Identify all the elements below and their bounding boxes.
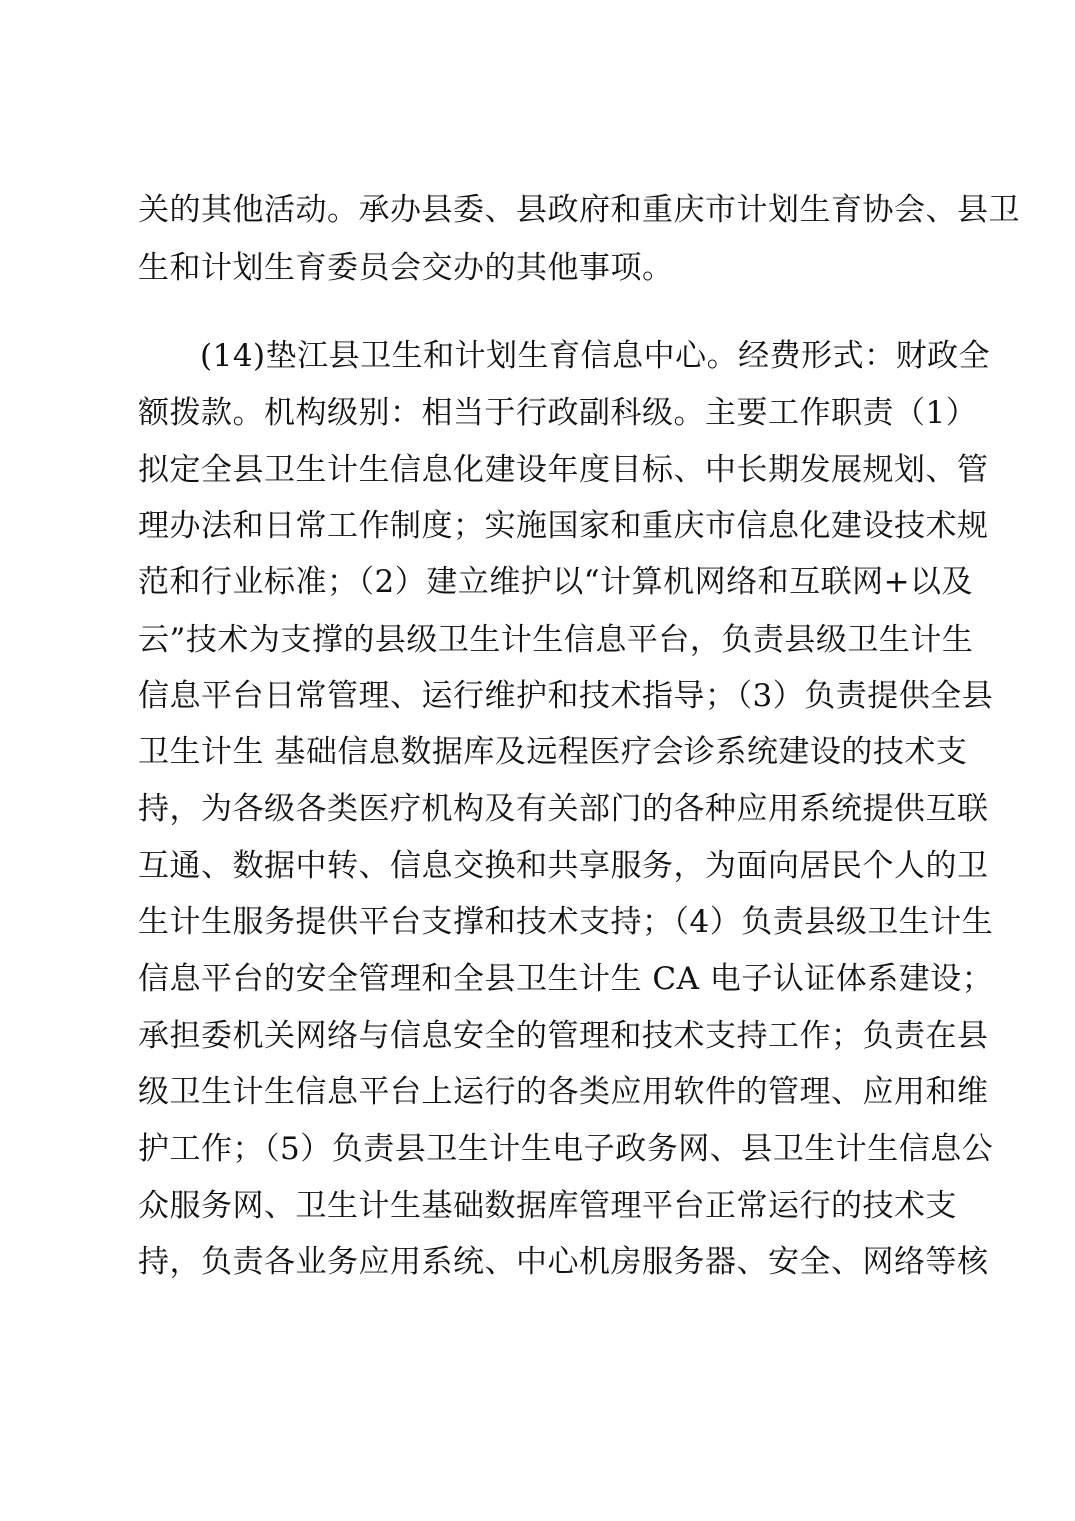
paragraph-2-line-7: 信息平台日常管理、运行维护和技术指导；（3）负责提供全县 [138,678,994,714]
paragraph-2-line-12: 信息平台的安全管理和全县卫生计生 CA 电子认证体系建设； [138,961,994,997]
paragraph-2-line-1: (14)垫江县卫生和计划生育信息中心。经费形式：财政全 [200,338,991,374]
paragraph-1-line-1: 关的其他活动。承办县委、县政府和重庆市计划生育协会、县卫 [138,192,1020,228]
paragraph-2-line-17: 持，负责各业务应用系统、中心机房服务器、安全、网络等核 [138,1244,989,1280]
paragraph-2-line-5: 范和行业标准；（2）建立维护以“计算机网络和互联网+以及 [138,564,974,600]
paragraph-1-line-2: 生和计划生育委员会交办的其他事项。 [138,250,674,286]
paragraph-2-line-9: 持，为各级各类医疗机构及有关部门的各种应用系统提供互联 [138,791,989,827]
paragraph-2-line-11: 生计生服务提供平台支撑和技术支持；（4）负责县级卫生计生 [138,904,994,940]
paragraph-2-line-3: 拟定全县卫生计生信息化建设年度目标、中长期发展规划、管 [138,452,989,488]
paragraph-2-line-15: 护工作；（5）负责县卫生计生电子政务网、县卫生计生信息公 [138,1131,994,1167]
paragraph-2-line-14: 级卫生计生信息平台上运行的各类应用软件的管理、应用和维 [138,1074,989,1110]
paragraph-2-line-16: 众服务网、卫生计生基础数据库管理平台正常运行的技术支 [138,1188,957,1224]
paragraph-2-line-2: 额拨款。机构级别：相当于行政副科级。主要工作职责（1） [138,395,978,431]
paragraph-2-line-6: 云”技术为支撑的县级卫生计生信息平台，负责县级卫生计生 [138,622,974,658]
paragraph-2-line-10: 互通、数据中转、信息交换和共享服务，为面向居民个人的卫 [138,848,989,884]
paragraph-2-line-4: 理办法和日常工作制度；实施国家和重庆市信息化建设技术规 [138,508,989,544]
paragraph-2-line-13: 承担委机关网络与信息安全的管理和技术支持工作；负责在县 [138,1018,989,1054]
paragraph-2-line-8: 卫生计生 基础信息数据库及远程医疗会诊系统建设的技术支 [138,734,968,770]
